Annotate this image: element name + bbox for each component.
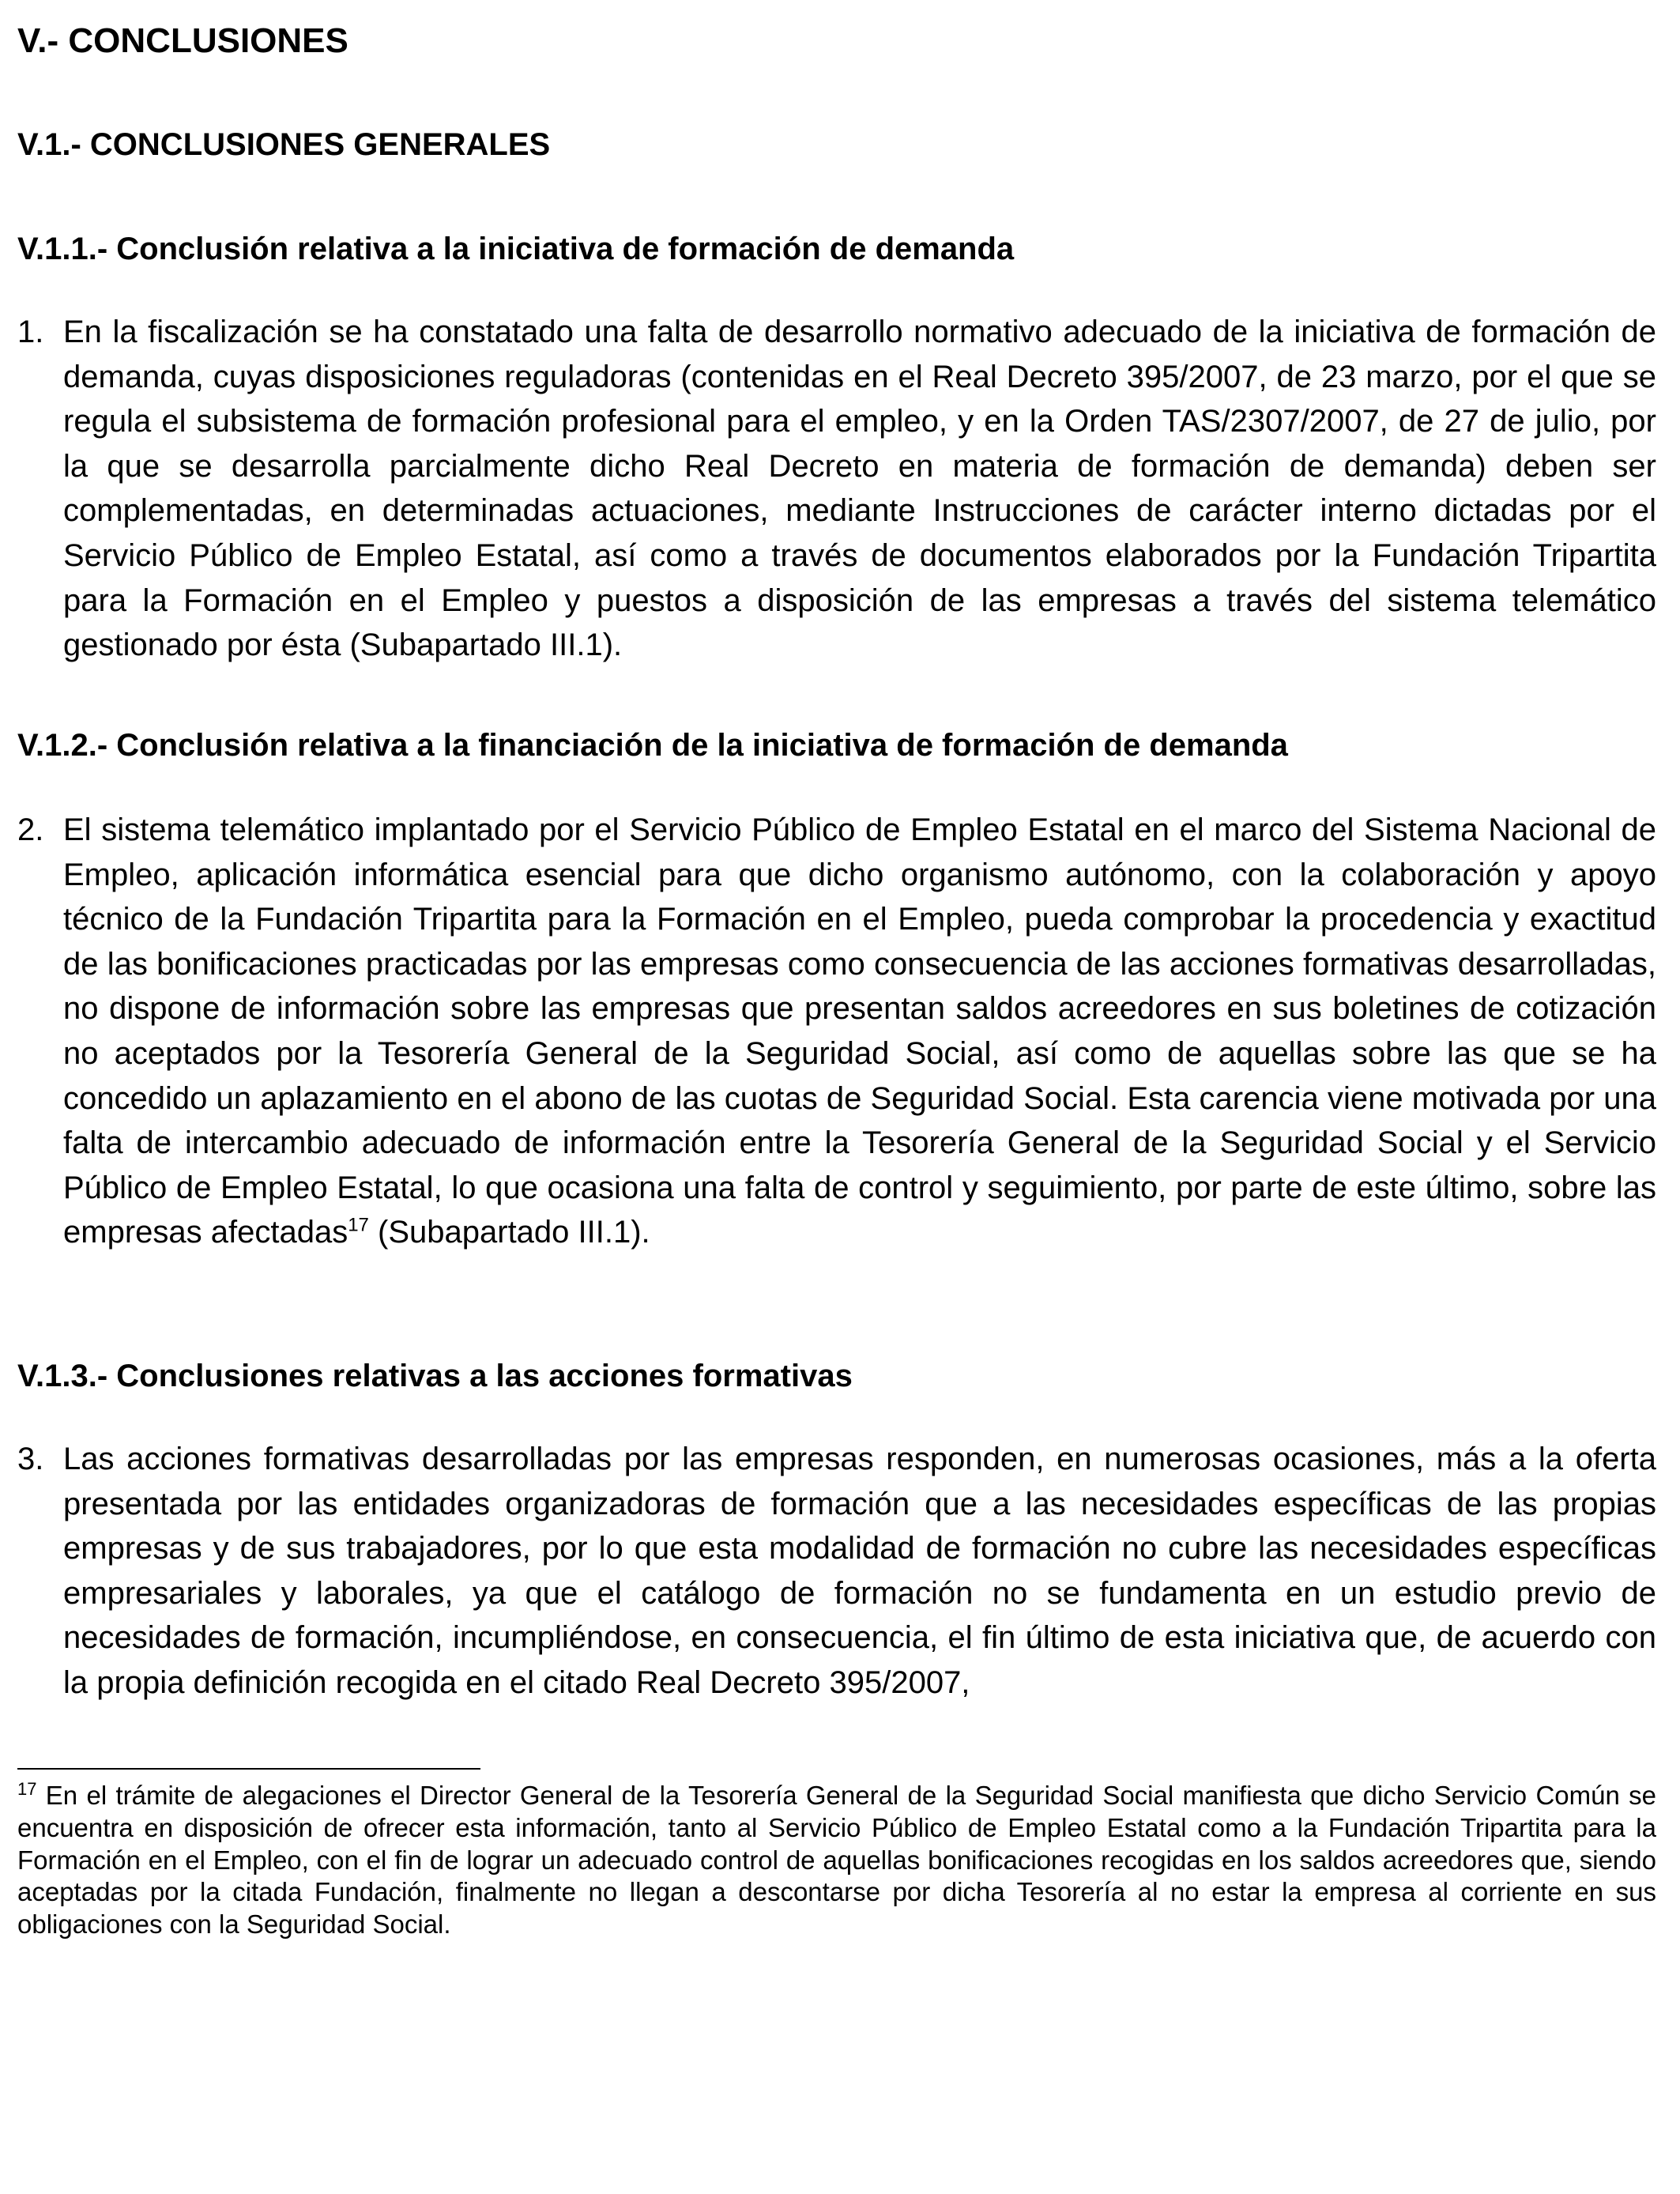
item-text: En la fiscalización se ha constatado una falta de desarrollo normativo adecuado de la iniciativa de formación de demanda, cuyas disposiciones reguladoras (contenidas en el Real Decreto 395/2007, de 23 marzo, por el que se regula el subsistema de formación profesional para el empleo, y en la Orden TAS/2307/2007, de 27 de julio, por la que se desarrolla parcialmente dicho Real Decreto en materia de formación de demanda) deben ser complementadas, en determinadas actuaciones, mediante Instrucciones de carácter interno dictadas por el Servicio Público de Empleo Estatal, así como a través de documentos elaborados por la Fundación Tripartita para la Formación en el Empleo y puestos a disposición de las empresas a través del sistema telemático gestionado por ésta (Subapartado III.1).: [63, 315, 1656, 663]
item-text-tail: (Subapartado III.1).: [368, 1215, 650, 1250]
item-number: 3.: [17, 1442, 44, 1476]
subsection-heading-2: V.1.2.- Conclusión relativa a la financiación de la iniciativa de formación de demanda: [17, 728, 1288, 763]
item-text: Las acciones formativas desarrolladas por las empresas responden, en numerosas ocasiones, más a la oferta presentada por las entidades organizadoras de formación que a las necesidades específicas de las propias empresas y de sus trabajadores, por lo que esta modalidad de formación no cubre las necesidades específicas empresariales y laborales, ya que el catálogo de formación no se fundamenta en un estudio previo de necesidades de formación, incumpliéndose, en consecuencia, el fin último de esta iniciativa que, de acuerdo con la propia definición recogida en el citado Real Decreto 395/2007,: [63, 1442, 1656, 1700]
subsection-heading-1: V.1.1.- Conclusión relativa a la iniciativa de formación de demanda: [17, 232, 1015, 266]
item-number: 1.: [17, 315, 44, 349]
document-page: [17, 0, 1656, 2194]
item-text: [63, 808, 1656, 1255]
footnote-reference: 17: [348, 1215, 369, 1237]
footnote-divider: [17, 1768, 480, 1770]
footnote: [17, 1780, 1656, 1941]
item-text-body: El sistema telemático implantado por el Servicio Público de Empleo Estatal en el marco del Sistema Nacional de Empleo, aplicación informática esencial para que dicho organismo autónomo, con la colaboración y apoyo técnico de la Fundación Tripartita para la Formación en el Empleo, pueda comprobar la procedencia y exactitud de las bonificaciones practicadas por las empresas como consecuencia de las acciones formativas desarrolladas, no dispone de información sobre las empresas que presentan saldos acreedores en sus boletines de cotización no aceptados por la Tesorería General de la Seguridad Social, así como de aquellas sobre las que se ha concedido un aplazamiento en el abono de las cuotas de Seguridad Social. Esta carencia viene motivada por una falta de intercambio adecuado de información entre la Tesorería General de la Seguridad Social y el Servicio Público de Empleo Estatal, lo que ocasiona una falta de control y seguimiento, por parte de este último, sobre las empresas afectadas: [63, 812, 1656, 1250]
footnote-marker: 17: [17, 1779, 37, 1799]
section-heading: V.1.- CONCLUSIONES GENERALES: [17, 127, 551, 162]
document-title: V.- CONCLUSIONES: [17, 21, 348, 60]
footnote-text: En el trámite de alegaciones el Director General de la Tesorería General de la Seguridad Social manifiesta que dicho Servicio Común se encuentra en disposición de ofrecer esta información, tanto al Servicio Público de Empleo Estatal como a la Fundación Tripartita para la Formación en el Empleo, con el fin de lograr un adecuado control de aquellas bonificaciones recogidas en los saldos acreedores que, siendo aceptadas por la citada Fundación, finalmente no llegan a descontarse por dicha Tesorería al no estar la empresa al corriente en sus obligaciones con la Seguridad Social.: [17, 1781, 1656, 1940]
item-number: 2.: [17, 812, 44, 847]
subsection-heading-3: V.1.3.- Conclusiones relativas a las acciones formativas: [17, 1359, 853, 1393]
